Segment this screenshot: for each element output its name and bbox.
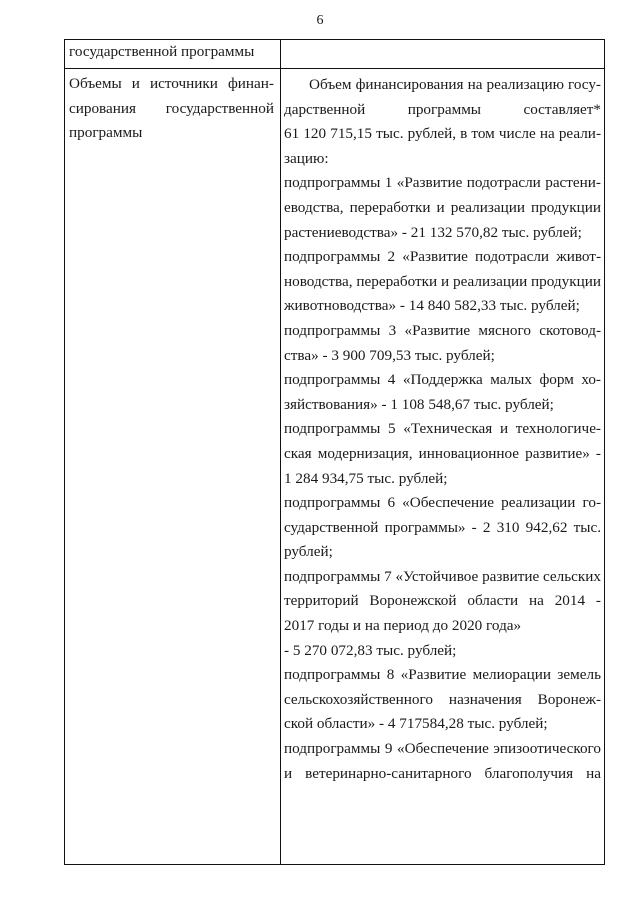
content-line: подпрограммы 1 «Развитие подотрасли растени- (284, 174, 601, 192)
content-line: 1 284 934,75 тыс. рублей; (284, 469, 448, 487)
content-line: ства» - 3 900 709,53 тыс. рублей; (284, 346, 495, 364)
content-line: подпрограммы 8 «Развитие мелиорации земель (284, 666, 601, 684)
label-line: Объемы и источники финан- (69, 75, 274, 92)
content-line: новодства, переработки и реализации продукции (284, 272, 601, 290)
table-header-row (65, 40, 605, 69)
content-line: территорий Воронежской области на 2014 - (284, 592, 601, 610)
content-line: 61 120 715,15 тыс. рублей, в том числе на реали- (284, 125, 601, 143)
label-line: сирования государственной (69, 99, 274, 117)
funding-label-cell (65, 69, 281, 865)
page-number: 6 (316, 13, 324, 28)
header-right-cell (281, 40, 605, 69)
funding-row (65, 69, 605, 865)
label-line: программы (69, 124, 143, 142)
header-left-cell: государственной программы (65, 40, 281, 69)
content-line: растениеводства» - 21 132 570,82 тыс. рублей; (284, 223, 582, 241)
content-line: подпрограммы 9 «Обеспечение эпизоотического (284, 740, 601, 758)
content-line: подпрограммы 6 «Обеспечение реализации го- (284, 494, 601, 512)
content-line: сударственной программы» - 2 310 942,62 тыс. (284, 518, 601, 536)
content-line: подпрограммы 4 «Поддержка малых форм хо- (284, 371, 601, 389)
content-line: ской области» - 4 717584,28 тыс. рублей; (284, 715, 548, 733)
content-line: еводства, переработки и реализации продукции (284, 198, 601, 216)
content-line: дарственной программы составляет* (284, 100, 601, 118)
content-line: подпрограммы 3 «Развитие мясного скотовод- (284, 321, 601, 339)
content-line: ская модернизация, инновационное развитие» - (284, 444, 601, 462)
content-line: зяйствования» - 1 108 548,67 тыс. рублей; (284, 395, 554, 413)
content-line: зацию: (284, 149, 329, 167)
content-line: животноводства» - 14 840 582,33 тыс. рублей; (284, 297, 580, 315)
content-line: и ветеринарно-санитарного благополучия на (284, 764, 601, 782)
passport-table (64, 39, 605, 865)
content-line: подпрограммы 7 «Устойчивое развитие сельских (284, 567, 602, 585)
content-line: подпрограммы 5 «Техническая и технологиче- (284, 420, 601, 438)
content-line: рублей; (284, 543, 333, 561)
funding-content-cell (281, 69, 605, 865)
content-line: подпрограммы 2 «Развитие подотрасли живот- (284, 248, 601, 266)
content-line: Объем финансирования на реализацию госу- (309, 76, 601, 93)
content-line: - 5 270 072,83 тыс. рублей; (284, 641, 457, 659)
content-line: сельскохозяйственного назначения Воронеж- (284, 690, 601, 708)
content-line: 2017 годы и на период до 2020 года» (284, 617, 522, 635)
